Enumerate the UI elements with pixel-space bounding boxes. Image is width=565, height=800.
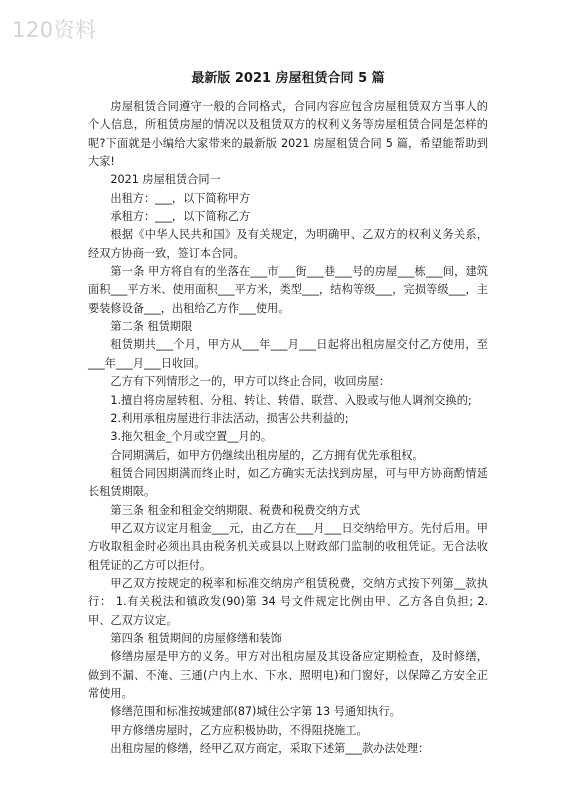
paragraph: 乙方有下列情形之一的，甲方可以终止合同，收回房屋： [110,375,391,389]
paragraph: 第二条 租赁期限 [110,320,193,334]
paragraph: 第四条 租赁期间的房屋修缮和装饰 [110,631,282,645]
paragraph: 修缮房屋是甲方的义务。甲方对出租房屋及其设备应定期检查，及时修缮，做到不漏、不淹、三通(户内上水、下水、照明电)和门窗好，以保障乙方安全正常使用。 [88,650,488,700]
paragraph: 甲乙双方按规定的税率和标准交纳房产租赁税费，交纳方式按下列第__款执行： 1.有关税法和镇政发(90)第 34 号文件规定比例由甲、乙方各自负担; 2.甲、乙双方议定。 [88,576,488,627]
paragraph: 出租房屋的修缮，经甲乙双方商定，采取下述第___款办法处理： [110,742,430,756]
paragraph: 租赁期共___个月，甲方从___年___月___日起将出租房屋交付乙方使用，至___年___月___日收回。 [88,338,488,370]
paragraph: 出租方：___，以下简称甲方 [110,191,251,205]
paragraph: 甲乙双方议定月租金___元，由乙方在___月___日交纳给甲方。先付后用。甲方收取租金时必须出具由税务机关或县以上财政部门监制的收租凭证。无合法收租凭证的乙方可以拒付。 [88,521,488,572]
paragraph: 第一条 甲方将自有的坐落在___市___街___巷___号的房屋___栋___间，建筑面积___平方米、使用面积___平方米，类型___，结构等级___，完损等级___，主要装修设备___，出租给乙方作___使用。 [88,265,488,315]
paragraph: 修缮范围和标准按城建部(87)城住公字第 13 号通知执行。 [110,705,401,719]
paragraph: 3.拖欠租金_个月或空置__月的。 [110,430,273,444]
paragraph: 承租方：___，以下简称乙方 [110,210,251,224]
paragraph: 2.利用承租房屋进行非法活动，损害公共利益的; [110,411,349,425]
document-body [88,70,488,758]
paragraph: 2021 房屋租赁合同一 [110,173,221,187]
paragraph: 第三条 租金和租金交纳期限、税费和税费交纳方式 [110,503,361,517]
document-title: 最新版 2021 房屋租赁合同 5 篇 [191,71,385,86]
paragraph: 1.擅自将房屋转租、分租、转让、转借、联营、入股或与他人调剂交换的; [110,393,472,407]
paragraph: 合同期满后，如甲方仍继续出租房屋的，乙方拥有优先承租权。 [110,448,424,462]
document-paragraphs [88,98,488,758]
watermark-logo: 120资料 [12,18,97,42]
paragraph: 房屋租赁合同遵守一般的合同格式，合同内容应包含房屋租赁双方当事人的个人信息，所租赁房屋的情况以及租赁双方的权利义务等房屋租赁合同是怎样的呢?下面就是小编给大家带来的最新版 2021 房屋租赁合同 5 篇，希望能帮助到大家! [88,100,488,169]
paragraph: 甲方修缮房屋时，乙方应积极协助，不得阻挠施工。 [110,723,368,737]
paragraph: 根据《中华人民共和国》及有关规定，为明确甲、乙双方的权利义务关系，经双方协商一致，签订本合同。 [88,228,488,260]
paragraph: 租赁合同因期满而终止时，如乙方确实无法找到房屋，可与甲方协商酌情延长租赁期限。 [88,466,488,499]
